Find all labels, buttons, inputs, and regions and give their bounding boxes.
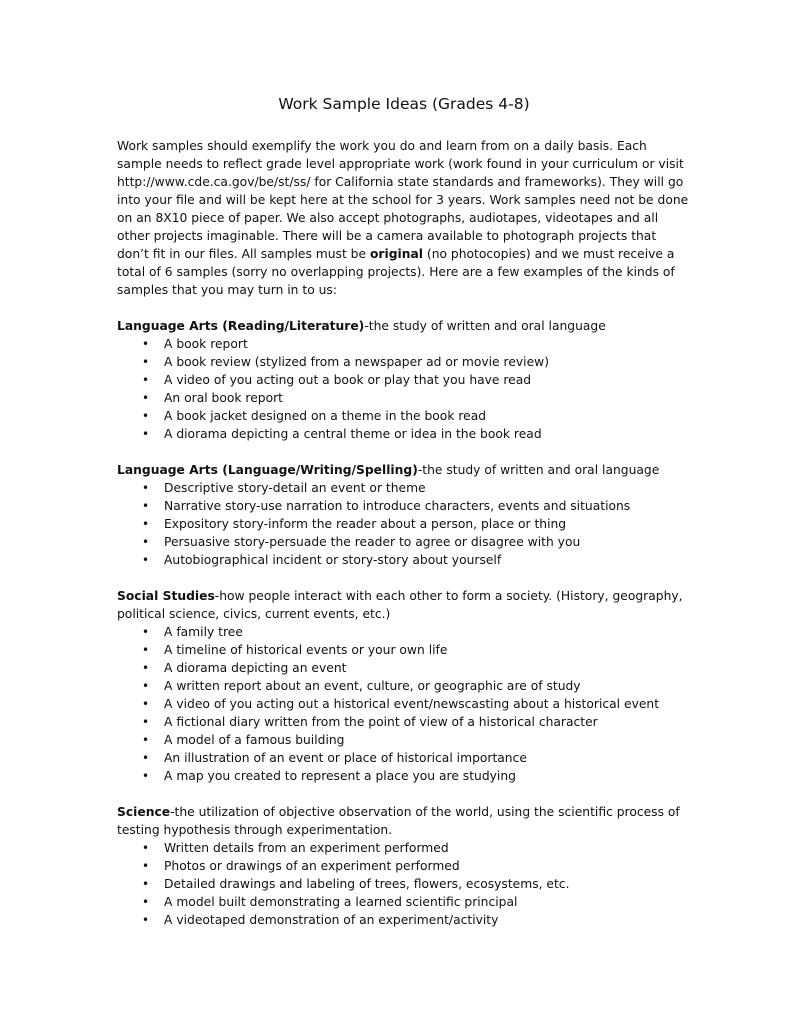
bullet-icon: • bbox=[142, 391, 150, 405]
bullet-icon: • bbox=[142, 553, 150, 567]
bullet-icon: • bbox=[142, 679, 150, 693]
list-item bbox=[142, 749, 691, 767]
list-item bbox=[142, 479, 691, 497]
list-item-text: A book jacket designed on a theme in the book read bbox=[164, 409, 487, 423]
list-item bbox=[142, 497, 691, 515]
list-item bbox=[142, 371, 691, 389]
bullet-icon: • bbox=[142, 895, 150, 909]
list-item-text: A book review (stylized from a newspaper ad or movie review) bbox=[164, 355, 549, 369]
list-item-text: An oral book report bbox=[164, 391, 283, 405]
list-item-text: Autobiographical incident or story-story about yourself bbox=[164, 553, 502, 567]
section-description: -how people interact with each other to form a society. (History, geography, political science, civics, current events, etc.) bbox=[117, 589, 683, 621]
intro-text-part1: Work samples should exemplify the work you do and learn from on a daily basis. Each sample needs to reflect grade level appropriate work (work found in your curriculum or visit http://www.cde.ca.gov/be/st/ss/ for California state standards and frameworks). They will go into your file and will be kept here at the school for 3 years. Work samples need not be done on an 8X10 piece of paper. We also accept photographs, audiotapes, videotapes and all other projects imaginable. There will be a camera available to photograph projects that don’t fit in our files. All samples must be bbox=[117, 139, 689, 261]
list-item bbox=[142, 623, 691, 641]
bullet-icon: • bbox=[142, 337, 150, 351]
list-item bbox=[142, 893, 691, 911]
list-item bbox=[142, 533, 691, 551]
section-label: Language Arts (Reading/Literature) bbox=[117, 319, 365, 333]
list-item-text: A timeline of historical events or your own life bbox=[164, 643, 448, 657]
bullet-icon: • bbox=[142, 535, 150, 549]
section-heading bbox=[117, 461, 691, 479]
section-2 bbox=[117, 587, 691, 785]
document-title: Work Sample Ideas (Grades 4-8) bbox=[278, 95, 530, 113]
bullet-icon: • bbox=[142, 409, 150, 423]
bullet-icon: • bbox=[142, 373, 150, 387]
list-item-text: Detailed drawings and labeling of trees, flowers, ecosystems, etc. bbox=[164, 877, 570, 891]
list-item bbox=[142, 695, 691, 713]
bullet-icon: • bbox=[142, 733, 150, 747]
list-item-text: A family tree bbox=[164, 625, 243, 639]
list-item-text: Photos or drawings of an experiment performed bbox=[164, 859, 460, 873]
bullet-list bbox=[117, 479, 691, 569]
bullet-icon: • bbox=[142, 751, 150, 765]
bullet-icon: • bbox=[142, 769, 150, 783]
bullet-icon: • bbox=[142, 877, 150, 891]
list-item bbox=[142, 875, 691, 893]
list-item-text: A model built demonstrating a learned scientific principal bbox=[164, 895, 518, 909]
intro-paragraph bbox=[117, 137, 691, 299]
list-item bbox=[142, 641, 691, 659]
bullet-icon: • bbox=[142, 517, 150, 531]
list-item bbox=[142, 659, 691, 677]
bullet-list bbox=[117, 623, 691, 785]
list-item-text: Descriptive story-detail an event or theme bbox=[164, 481, 426, 495]
bullet-icon: • bbox=[142, 859, 150, 873]
bullet-icon: • bbox=[142, 625, 150, 639]
bullet-icon: • bbox=[142, 697, 150, 711]
list-item-text: A model of a famous building bbox=[164, 733, 345, 747]
list-item-text: A diorama depicting an event bbox=[164, 661, 347, 675]
bullet-icon: • bbox=[142, 715, 150, 729]
list-item bbox=[142, 353, 691, 371]
intro-text-part2: (no photocopies) and we must receive a total of 6 samples (sorry no overlapping projects). Here are a few examples of the kinds of samples that you may turn in to us: bbox=[117, 247, 675, 297]
list-item bbox=[142, 515, 691, 533]
bullet-icon: • bbox=[142, 913, 150, 927]
section-label: Social Studies bbox=[117, 589, 215, 603]
list-item bbox=[142, 857, 691, 875]
intro-emphasis-original: original bbox=[369, 247, 423, 261]
section-0 bbox=[117, 317, 691, 443]
bullet-icon: • bbox=[142, 661, 150, 675]
list-item-text: A written report about an event, culture, or geographic are of study bbox=[164, 679, 581, 693]
list-item-text: Persuasive story-persuade the reader to agree or disagree with you bbox=[164, 535, 581, 549]
bullet-icon: • bbox=[142, 499, 150, 513]
bullet-icon: • bbox=[142, 841, 150, 855]
list-item bbox=[142, 551, 691, 569]
list-item-text: Written details from an experiment performed bbox=[164, 841, 449, 855]
section-description: -the study of written and oral language bbox=[417, 463, 660, 477]
section-3 bbox=[117, 803, 691, 929]
list-item-text: A book report bbox=[164, 337, 248, 351]
bullet-list bbox=[117, 839, 691, 929]
list-item bbox=[142, 335, 691, 353]
section-description: -the study of written and oral language bbox=[364, 319, 606, 333]
list-item-text: A map you created to represent a place you are studying bbox=[164, 769, 516, 783]
bullet-icon: • bbox=[142, 355, 150, 369]
section-1 bbox=[117, 461, 691, 569]
section-heading bbox=[117, 803, 691, 839]
list-item bbox=[142, 425, 691, 443]
list-item-text: Narrative story-use narration to introduce characters, events and situations bbox=[164, 499, 631, 513]
list-item bbox=[142, 731, 691, 749]
bullet-icon: • bbox=[142, 427, 150, 441]
list-item bbox=[142, 677, 691, 695]
section-description: -the utilization of objective observation of the world, using the scientific process of testing hypothesis through experimentation. bbox=[117, 805, 680, 837]
list-item-text: An illustration of an event or place of historical importance bbox=[164, 751, 527, 765]
list-item-text: A video of you acting out a historical event/newscasting about a historical event bbox=[164, 697, 660, 711]
bullet-icon: • bbox=[142, 643, 150, 657]
list-item-text: A fictional diary written from the point of view of a historical character bbox=[164, 715, 598, 729]
list-item-text: A diorama depicting a central theme or idea in the book read bbox=[164, 427, 542, 441]
list-item-text: A video of you acting out a book or play that you have read bbox=[164, 373, 532, 387]
section-label: Language Arts (Language/Writing/Spelling) bbox=[117, 463, 418, 477]
list-item bbox=[142, 713, 691, 731]
bullet-icon: • bbox=[142, 481, 150, 495]
list-item bbox=[142, 839, 691, 857]
list-item bbox=[142, 911, 691, 929]
sections-container bbox=[117, 317, 691, 929]
section-heading bbox=[117, 587, 691, 623]
section-label: Science bbox=[117, 805, 171, 819]
list-item bbox=[142, 407, 691, 425]
list-item-text: A videotaped demonstration of an experiment/activity bbox=[164, 913, 499, 927]
bullet-list bbox=[117, 335, 691, 443]
section-heading bbox=[117, 317, 691, 335]
list-item-text: Expository story-inform the reader about a person, place or thing bbox=[164, 517, 567, 531]
list-item bbox=[142, 767, 691, 785]
list-item bbox=[142, 389, 691, 407]
